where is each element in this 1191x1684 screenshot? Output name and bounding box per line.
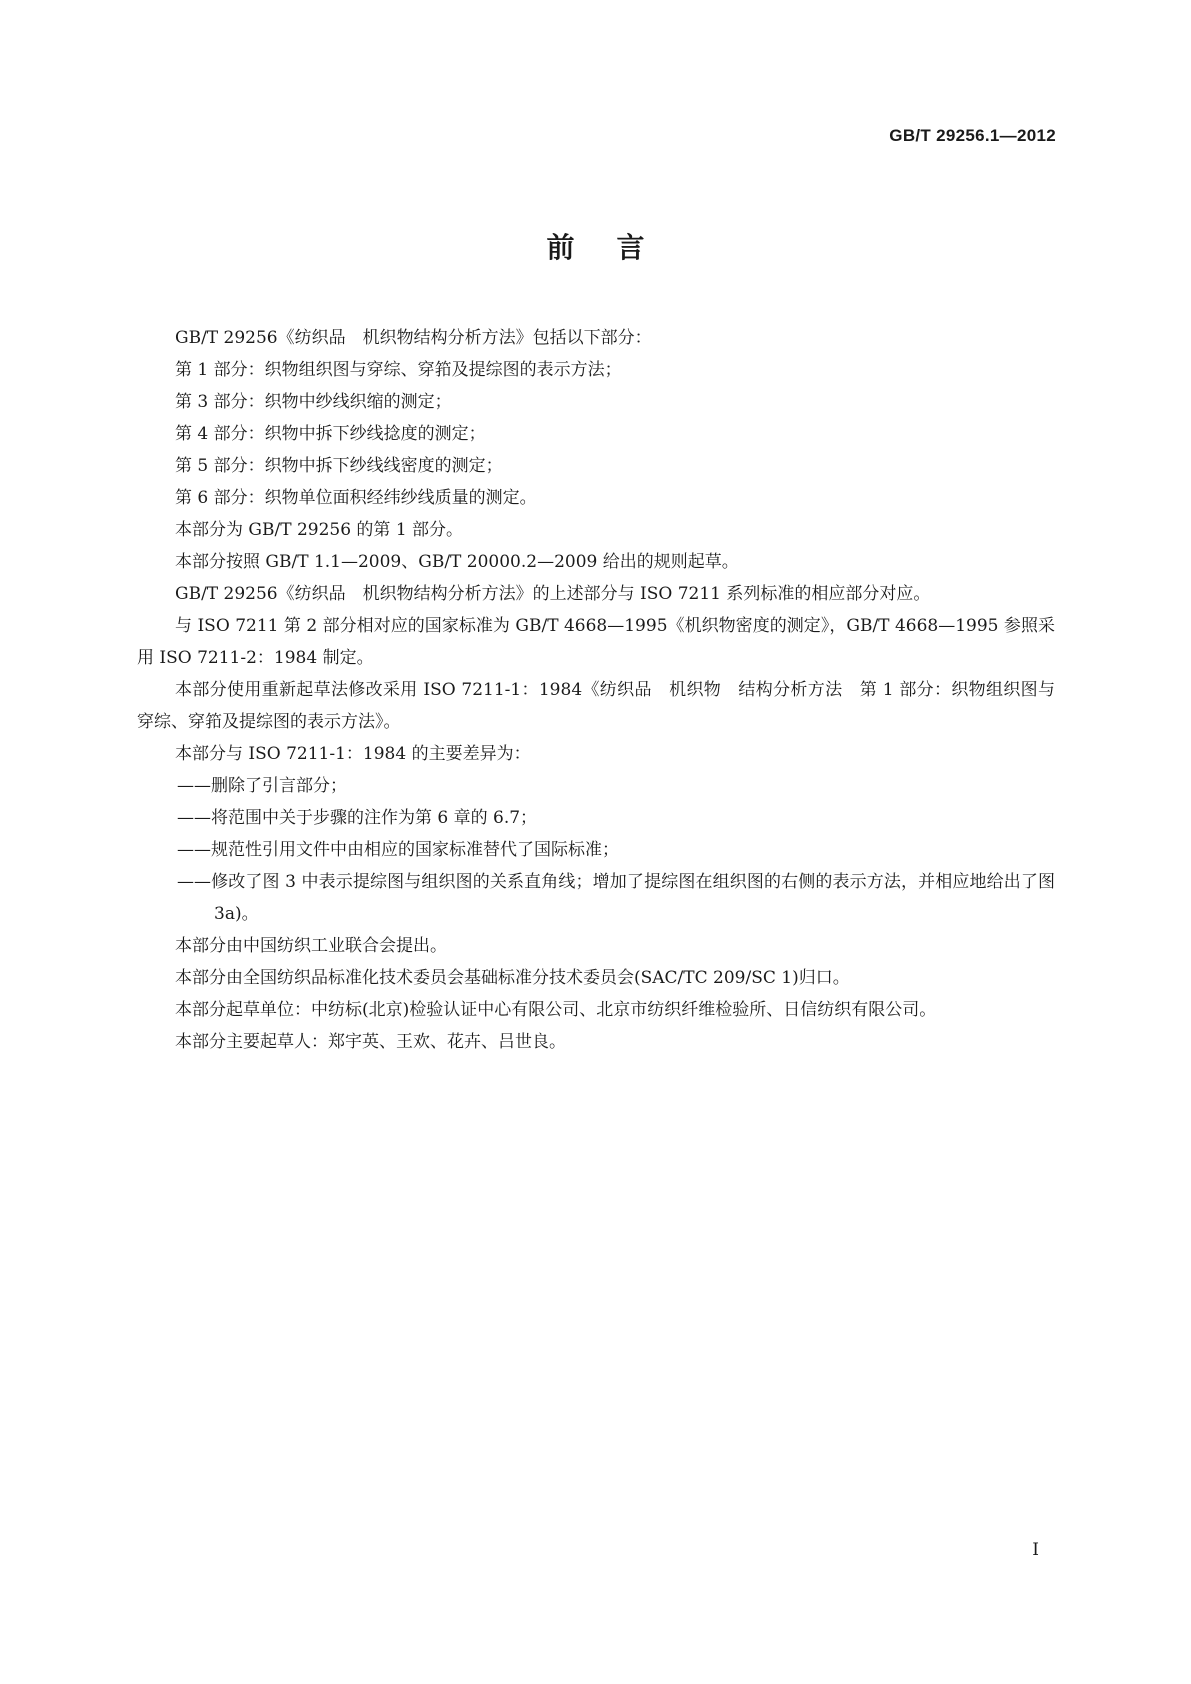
paragraph: 第 5 部分：织物中拆下纱线线密度的测定； <box>175 456 503 476</box>
list-item: ——将范围中关于步骤的注作为第 6 章的 6.7； <box>177 808 538 828</box>
paragraph: 本部分由中国纺织工业联合会提出。 <box>175 936 447 956</box>
paragraph: 本部分为 GB/T 29256 的第 1 部分。 <box>175 520 464 540</box>
differences-list <box>137 770 1055 930</box>
paragraph: 第 6 部分：织物单位面积经纬纱线质量的测定。 <box>175 488 537 508</box>
paragraph: 本部分起草单位：中纺标(北京)检验认证中心有限公司、北京市纺织纤维检验所、日信纺织有限公司。 <box>175 1000 937 1020</box>
paragraph: 本部分与 ISO 7211-1：1984 的主要差异为： <box>175 744 531 764</box>
page-number: I <box>1032 1540 1039 1560</box>
paragraph: 第 3 部分：织物中纱线织缩的测定； <box>175 392 452 412</box>
paragraph: 本部分由全国纺织品标准化技术委员会基础标准分技术委员会(SAC/TC 209/SC 1)归口。 <box>175 968 850 988</box>
paragraph: 本部分按照 GB/T 1.1—2009、GB/T 20000.2—2009 给出的规则起草。 <box>175 552 739 572</box>
paragraph: 本部分使用重新起草法修改采用 ISO 7211-1：1984《纺织品 机织物 结构分析方法 第 1 部分：织物组织图与穿综、穿筘及提综图的表示方法》。 <box>137 680 1055 732</box>
paragraph: 第 1 部分：织物组织图与穿综、穿筘及提综图的表示方法； <box>175 360 622 380</box>
page-title: 前言 <box>546 231 687 264</box>
paragraph: GB/T 29256《纺织品 机织物结构分析方法》包括以下部分： <box>175 328 652 348</box>
paragraph: 本部分主要起草人：郑宇英、王欢、花卉、吕世良。 <box>175 1032 566 1052</box>
foreword-body <box>137 322 1055 1058</box>
list-item: ——规范性引用文件中由相应的国家标准替代了国际标准； <box>177 840 619 860</box>
list-item: ——修改了图 3 中表示提综图与组织图的关系直角线；增加了提综图在组织图的右侧的表示方法，并相应地给出了图 3a)。 <box>177 872 1055 924</box>
paragraph: 第 4 部分：织物中拆下纱线捻度的测定； <box>175 424 486 444</box>
paragraph: 与 ISO 7211 第 2 部分相对应的国家标准为 GB/T 4668—1995《机织物密度的测定》，GB/T 4668—1995 参照采用 ISO 7211-2：1984 制定。 <box>137 616 1055 668</box>
list-item: ——删除了引言部分； <box>177 776 347 796</box>
paragraph: GB/T 29256《纺织品 机织物结构分析方法》的上述部分与 ISO 7211 系列标准的相应部分对应。 <box>175 584 931 604</box>
standard-number: GB/T 29256.1—2012 <box>889 126 1056 145</box>
